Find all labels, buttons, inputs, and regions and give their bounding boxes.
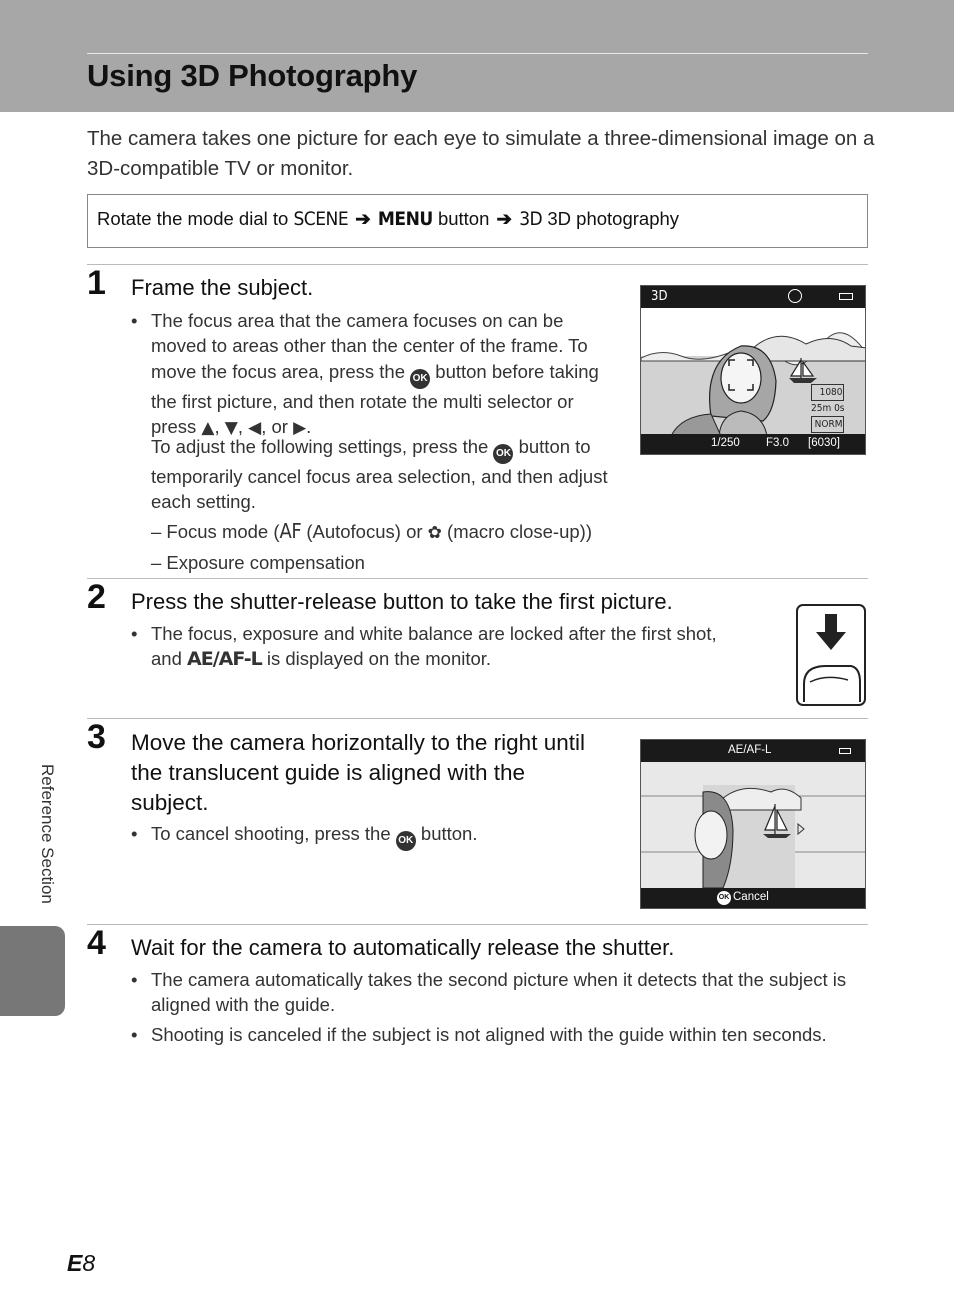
step-3-bullets xyxy=(131,821,601,851)
left-arrow-icon: ◀ xyxy=(248,417,262,438)
step-divider xyxy=(87,718,868,719)
list-item: • The focus area that the camera focuses on can be moved to areas other than the center of the frame. To move the focus area, press the OK button before taking the first picture, and then rotate the multi selector or press ▲, ▼, ◀, or ▶. xyxy=(131,308,616,441)
step-title: Wait for the camera to automatically release the shutter. xyxy=(131,935,675,960)
mode-path-box xyxy=(87,194,868,248)
page-number-value: 8 xyxy=(82,1250,96,1276)
step-1-bullets xyxy=(131,308,616,441)
monitor-top-bar xyxy=(641,740,865,762)
path-mode-label: 3D photography xyxy=(547,208,680,229)
autofocus-icon: AF xyxy=(279,518,302,543)
arrow-icon: ➔ xyxy=(355,208,371,229)
step-1-subtext: To adjust the following settings, press the OK button to temporarily cancel focus area selection, and then adjust each setting. – Focus mode (AF (Autofocus) or ✿ (macro close-up)) – Exposure compensation xyxy=(131,434,616,575)
step-number: 2 xyxy=(87,578,106,616)
list-item: • The camera automatically takes the second picture when it detects that the subject is aligned with the guide. xyxy=(131,967,866,1018)
ok-button-icon: OK xyxy=(396,831,416,851)
translucent-guide-illustration xyxy=(641,740,866,909)
page-title: Using 3D Photography xyxy=(87,58,418,93)
step-title: Frame the subject. xyxy=(131,275,314,300)
page-number xyxy=(67,1250,95,1277)
movie-time-remaining: 25m 0s xyxy=(811,403,845,414)
arrow-icon: ➔ xyxy=(496,208,513,229)
ok-button-icon: OK xyxy=(717,891,731,905)
mode-path-text xyxy=(97,208,679,230)
flash-off-icon xyxy=(788,289,802,303)
step-divider xyxy=(87,924,868,925)
remaining-exposures: [6030] xyxy=(808,437,840,449)
step-divider xyxy=(87,578,868,579)
reference-section-icon: E xyxy=(67,1250,83,1276)
dash-item-focus-mode: – Focus mode (AF (Autofocus) or ✿ (macro close-up)) xyxy=(151,518,592,543)
step-number: 1 xyxy=(87,264,106,302)
list-item: • Shooting is canceled if the subject is not aligned with the guide within ten seconds. xyxy=(131,1022,866,1047)
cancel-label: Cancel xyxy=(733,891,769,903)
battery-icon xyxy=(839,748,851,754)
camera-monitor-guide-frame xyxy=(640,739,866,909)
image-quality-icon: NORM xyxy=(811,416,844,433)
ae-af-lock-indicator: AE/AF-L xyxy=(728,744,772,756)
section-side-label: Reference Section xyxy=(38,764,57,904)
dash-item-exposure: – Exposure compensation xyxy=(151,551,365,573)
menu-button-icon: MENU xyxy=(377,208,433,230)
movie-size-icon: 1080 xyxy=(811,384,844,401)
step-number: 4 xyxy=(87,924,106,962)
3d-mode-icon: 3D xyxy=(519,208,543,230)
step-divider xyxy=(87,264,868,265)
ok-button-icon: OK xyxy=(410,369,430,389)
path-button-word: button xyxy=(437,208,490,229)
ae-af-lock-icon: AE/AF-L xyxy=(187,648,262,671)
monitor-bottom-bar xyxy=(641,434,865,454)
scene-mode-icon: SCENE xyxy=(293,208,349,230)
header-rule xyxy=(87,53,868,54)
monitor-top-bar xyxy=(641,286,865,308)
monitor-bottom-bar xyxy=(641,888,865,908)
camera-monitor-frame xyxy=(640,285,866,455)
right-arrow-icon: ▶ xyxy=(293,417,307,438)
aperture-value: F3.0 xyxy=(766,437,790,449)
list-item: • The focus, exposure and white balance are locked after the first shot, and AE/AF-L is displayed on the monitor. xyxy=(131,621,751,673)
header-band xyxy=(0,0,954,112)
shutter-press-icon xyxy=(796,604,866,706)
up-arrow-icon: ▲ xyxy=(201,417,215,438)
3d-mode-icon: 3D xyxy=(651,289,668,304)
intro-paragraph: The camera takes one picture for each eye to simulate a three-dimensional image on a 3D-compatible TV or monitor. xyxy=(87,127,875,180)
list-item: • To cancel shooting, press the OK button. xyxy=(131,821,601,851)
step-2-bullets xyxy=(131,621,751,673)
ok-button-icon: OK xyxy=(493,444,513,464)
step-title: Move the camera horizontally to the right until the translucent guide is aligned with the subject. xyxy=(131,730,585,815)
shutter-speed: 1/250 xyxy=(711,437,740,449)
battery-icon xyxy=(839,293,853,300)
step-title: Press the shutter-release button to take the first picture. xyxy=(131,589,673,614)
step-number: 3 xyxy=(87,718,106,756)
macro-flower-icon: ✿ xyxy=(427,522,442,543)
monitor-side-info xyxy=(811,384,844,433)
path-prefix: Rotate the mode dial to xyxy=(97,208,289,229)
section-tab xyxy=(0,926,65,1016)
down-arrow-icon: ▼ xyxy=(224,417,238,438)
step-4-bullets xyxy=(131,967,866,1047)
